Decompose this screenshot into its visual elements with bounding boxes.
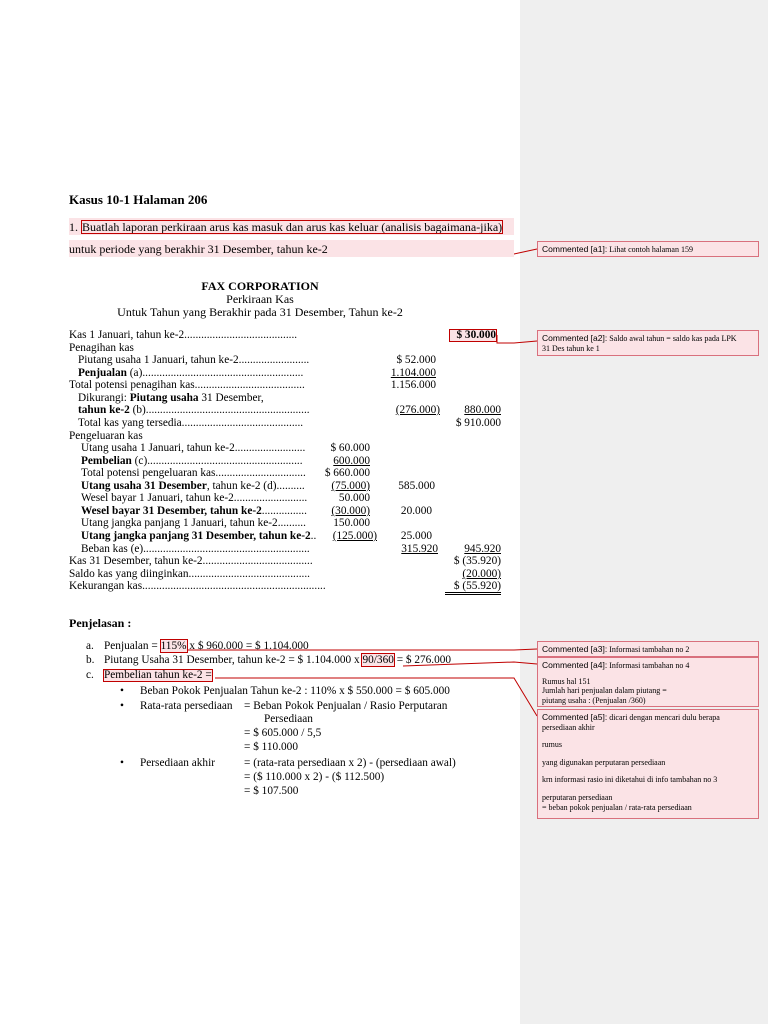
bullet-2-glyph: • (120, 700, 124, 712)
comment-a1[interactable]: Commented [a1]: Lihat contoh halaman 159 (537, 241, 759, 257)
kekurangan-amount: $ (55.920) (445, 581, 501, 595)
bullet-2-line2: = $ 605.000 / 5,5 (244, 727, 322, 739)
kas-awal-amount: $ 30.000 (450, 330, 496, 341)
item-c-marker: c. (86, 669, 94, 681)
ujp-awal-amount: 150.000 (333, 517, 370, 529)
comment-a2[interactable]: Commented [a2]: Saldo awal tahun = saldo kas pada LPK 31 Des tahun ke 1 (537, 330, 759, 356)
bullet-2-line3: = $ 110.000 (244, 741, 298, 753)
penjualan-amount: 1.104.000 (390, 367, 436, 379)
wesel-akhir-amount: (30.000) (331, 505, 370, 517)
row-wesel-awal: Wesel bayar 1 Januari, tahun ke-2.......................... (81, 492, 308, 504)
kas-akhir-amount: $ (35.920) (453, 555, 501, 567)
company-name: FAX CORPORATION (201, 279, 319, 293)
bullet-2-eq2: Persediaan (264, 713, 313, 725)
utang-awal-amount: $ 60.000 (330, 442, 370, 454)
row-wesel-akhir: Wesel bayar 31 Desember, tahun ke-2................ (81, 505, 307, 517)
pembelian-amount: 600.000 (333, 455, 370, 467)
ujp-akhir-net: 25.000 (400, 530, 432, 542)
item-a: Penjualan = 115% x $ 960.000 = $ 1.104.000 (104, 640, 309, 652)
case-title: Kasus 10-1 Halaman 206 (69, 192, 208, 207)
question-number: 1. (69, 220, 78, 234)
row-saldo: Saldo kas yang diinginkan........................................... (69, 568, 310, 580)
row-total-kas: Total kas yang tersedia........................................... (78, 417, 304, 429)
row-penjualan: Penjualan (a)......................................................... (78, 367, 304, 379)
wesel-akhir-net: 20.000 (400, 505, 432, 517)
row-pembelian: Pembelian (c)....................................................... (81, 455, 303, 467)
row-total-pengeluaran: Total potensi pengeluaran kas................................ (81, 467, 306, 479)
row-dikurangi: Dikurangi: Piutang usaha 31 Desember, (78, 392, 264, 404)
utang-akhir-amount: (75.000) (331, 480, 370, 492)
comment-a4[interactable]: Commented [a4]: Informasi tambahan no 4 Rumus hal 151 Jumlah hari penjualan dalam piutang = piutang usaha : (Penjualan /360) (537, 657, 759, 707)
row-ujp-awal: Utang jangka panjang 1 Januari, tahun ke-2.......... (81, 517, 306, 529)
row-total-potensi: Total potensi penagihan kas....................................... (69, 379, 305, 391)
item-a-highlight: 115% (160, 640, 187, 652)
row-piutang-awal: Piutang usaha 1 Januari, tahun ke-2......................... (78, 354, 310, 366)
bullet-2-eq: = Beban Pokok Penjualan / Rasio Perputaran (244, 700, 448, 712)
row-ujp-akhir: Utang jangka panjang 31 Desember, tahun ke-2.. (81, 530, 317, 542)
bullet-3-line2: = ($ 110.000 x 2) - ($ 112.500) (244, 771, 385, 783)
tahun-b-amount: (276.000) (395, 404, 440, 416)
bullet-3-glyph: • (120, 757, 124, 769)
row-kas-awal: Kas 1 Januari, tahun ke-2........................................ (69, 329, 298, 341)
connector-a2 (497, 335, 537, 343)
row-kas-akhir: Kas 31 Desember, tahun ke-2....................................... (69, 555, 313, 567)
question-line-2: untuk periode yang berakhir 31 Desember, tahun ke-2 (69, 242, 328, 256)
total-kas-amount: $ 910.000 (455, 417, 501, 429)
row-tahun-b: tahun ke-2 (b).......................................................... (78, 404, 310, 416)
item-b-marker: b. (86, 654, 95, 666)
item-b: Piutang Usaha 31 Desember, tahun ke-2 = $ 1.104.000 x 90/360 = $ 276.000 (104, 654, 452, 666)
item-a-marker: a. (86, 640, 94, 652)
total-pengeluaran-amount: $ 660.000 (324, 467, 370, 479)
tahun-b-total: 880.000 (464, 404, 501, 416)
bullet-3-eq: = (rata-rata persediaan x 2) - (persediaan awal) (244, 757, 456, 769)
bullet-1: Beban Pokok Penjualan Tahun ke-2 : 110% x $ 550.000 = $ 605.000 (140, 685, 450, 697)
wesel-awal-amount: 50.000 (338, 492, 370, 504)
report-period: Untuk Tahun yang Berakhir pada 31 Desember, Tahun ke-2 (117, 305, 403, 319)
bullet-1-glyph: • (120, 685, 124, 697)
row-utang-akhir: Utang usaha 31 Desember, tahun ke-2 (d).......... (81, 480, 305, 492)
saldo-amount: (20.000) (462, 568, 501, 580)
row-kekurangan: Kekurangan kas................................................................. (69, 580, 326, 592)
comment-a3[interactable]: Commented [a3]: Informasi tambahan no 2 (537, 641, 759, 657)
bullet-3-label: Persediaan akhir (140, 757, 215, 769)
question-line-1: Buatlah laporan perkiraan arus kas masuk dan arus kas keluar (analisis bagaimana-jika) (82, 220, 503, 234)
row-pengeluaran: Pengeluaran kas (69, 430, 143, 442)
ujp-akhir-amount: (125.000) (332, 530, 377, 542)
beban-amount: 315.920 (401, 543, 438, 555)
total-potensi-amount: 1.156.000 (390, 379, 436, 391)
comment-a5[interactable]: Commented [a5]: dicari dengan mencari dulu berapa persediaan akhir rumus yang digunakan perputaran persediaan krn informasi rasio ini diketahui di info tambahan no 3 perputaran persediaan = beban pokok penjualan / rata-rata persediaan (537, 709, 759, 819)
item-b-highlight: 90/360 (362, 654, 394, 666)
beban-total: 945.920 (464, 543, 501, 555)
row-utang-awal: Utang usaha 1 Januari, tahun ke-2......................... (81, 442, 306, 454)
utang-akhir-net: 585.000 (398, 480, 435, 492)
row-penagihan: Penagihan kas (69, 342, 134, 354)
penjelasan-heading: Penjelasan : (69, 616, 132, 630)
row-beban: Beban kas (e)........................................................... (81, 543, 310, 555)
bullet-2-label: Rata-rata persediaan (140, 700, 233, 712)
piutang-awal-amount: $ 52.000 (396, 354, 436, 366)
report-subtitle: Perkiraan Kas (226, 292, 294, 306)
bullet-3-line3: = $ 107.500 (244, 785, 299, 797)
item-c: Pembelian tahun ke-2 = (104, 669, 212, 681)
